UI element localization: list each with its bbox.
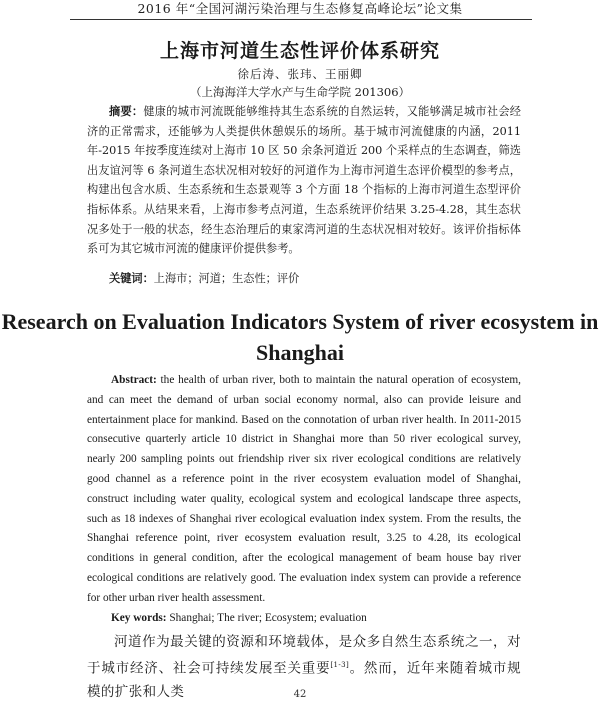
- chinese-keywords-text: 上海市；河道；生态性；评价: [153, 272, 300, 285]
- chinese-title: 上海市河道生态性评价体系研究: [159, 40, 440, 62]
- page-number: 42: [293, 689, 307, 700]
- chinese-keywords: [87, 270, 521, 288]
- english-abstract-text: the health of urban river, both to maintain the natural operation of ecosystem, and can meet the demand of urban social economy normal, also can provide leisure and entertainment place for mankind. Based on the connotation of urban river health. In 2011-2015 consecutive quarterly article 10 district in Shanghai more than 50 river ecological survey, nearly 200 sampling points out friendship river six river ecological conditions are relatively good channel as a reference point in the river ecosystem evaluation model of Shanghai, construct including water quality, ecological system and ecological landscape three aspects, such as 18 indexes of Shanghai river ecological evaluation index system. From the results, the Shanghai reference point, river ecosystem evaluation result, 3.25 to 4.28, its ecological conditions in general condition, after the ecological management of beam house bay river ecological conditions are relatively good. The evaluation index system can provide a reference for other urban river health assessment.: [87, 374, 522, 604]
- running-header: 2016 年“全国河湖污染治理与生态修复高峰论坛”论文集: [137, 1, 463, 16]
- english-keywords: [87, 609, 521, 627]
- citation: [1-3]: [330, 661, 350, 669]
- english-keywords-text: Shanghai; The river; Ecosystem; evaluation: [169, 612, 367, 624]
- english-abstract: [87, 371, 521, 609]
- chinese-authors: 徐后涛、张玮、王丽卿: [237, 67, 363, 81]
- chinese-abstract-text: 健康的城市河流既能够维持其生态系统的自然运转，又能够满足城市社会经济的正常需求，还能够为人类提供休憩娱乐的场所。基于城市河流健康的内涵，2011 年-2015 年按季度连续对上海市 10 区 50 余条河道近 200 个采样点的生态调查，筛选出友谊河等 6 条河道生态状况相对较好的河道作为上海市河道生态评价模型的参考点，构建出包含水质、生态系统和生态景观等 3 个方面 18 个指标的上海市河道生态型评价指标体系。从结果来看，上海市参考点河道，生态系统评价结果 3.25-4.28，其生态状况多处于一般的状态，经生态治理后的東家湾河道的生态状况相对较好。该评价指标体系可为其它城市河流的健康评价提供参考。: [87, 105, 521, 256]
- body-text-start: 河道作为最关键的资源和环境载体，是众多自然生态系统之一，对于城市经济、社会可持续发展至关重要: [87, 634, 521, 677]
- chinese-affiliation: （上海海洋大学水产与生命学院 201306）: [189, 85, 411, 99]
- header-rule: [70, 19, 532, 20]
- english-title: Research on Evaluation Indicators System of river ecosystem in Shanghai: [1, 309, 599, 365]
- body-text-end: 。然而，近年来随着城市规模的扩张和人类: [87, 660, 521, 700]
- chinese-abstract: [87, 102, 521, 259]
- chinese-keywords-label: 关键词：: [109, 272, 154, 285]
- chinese-abstract-label: 摘要：: [109, 105, 144, 118]
- english-keywords-label: Key words:: [111, 612, 167, 624]
- english-abstract-label: Abstract:: [111, 374, 157, 386]
